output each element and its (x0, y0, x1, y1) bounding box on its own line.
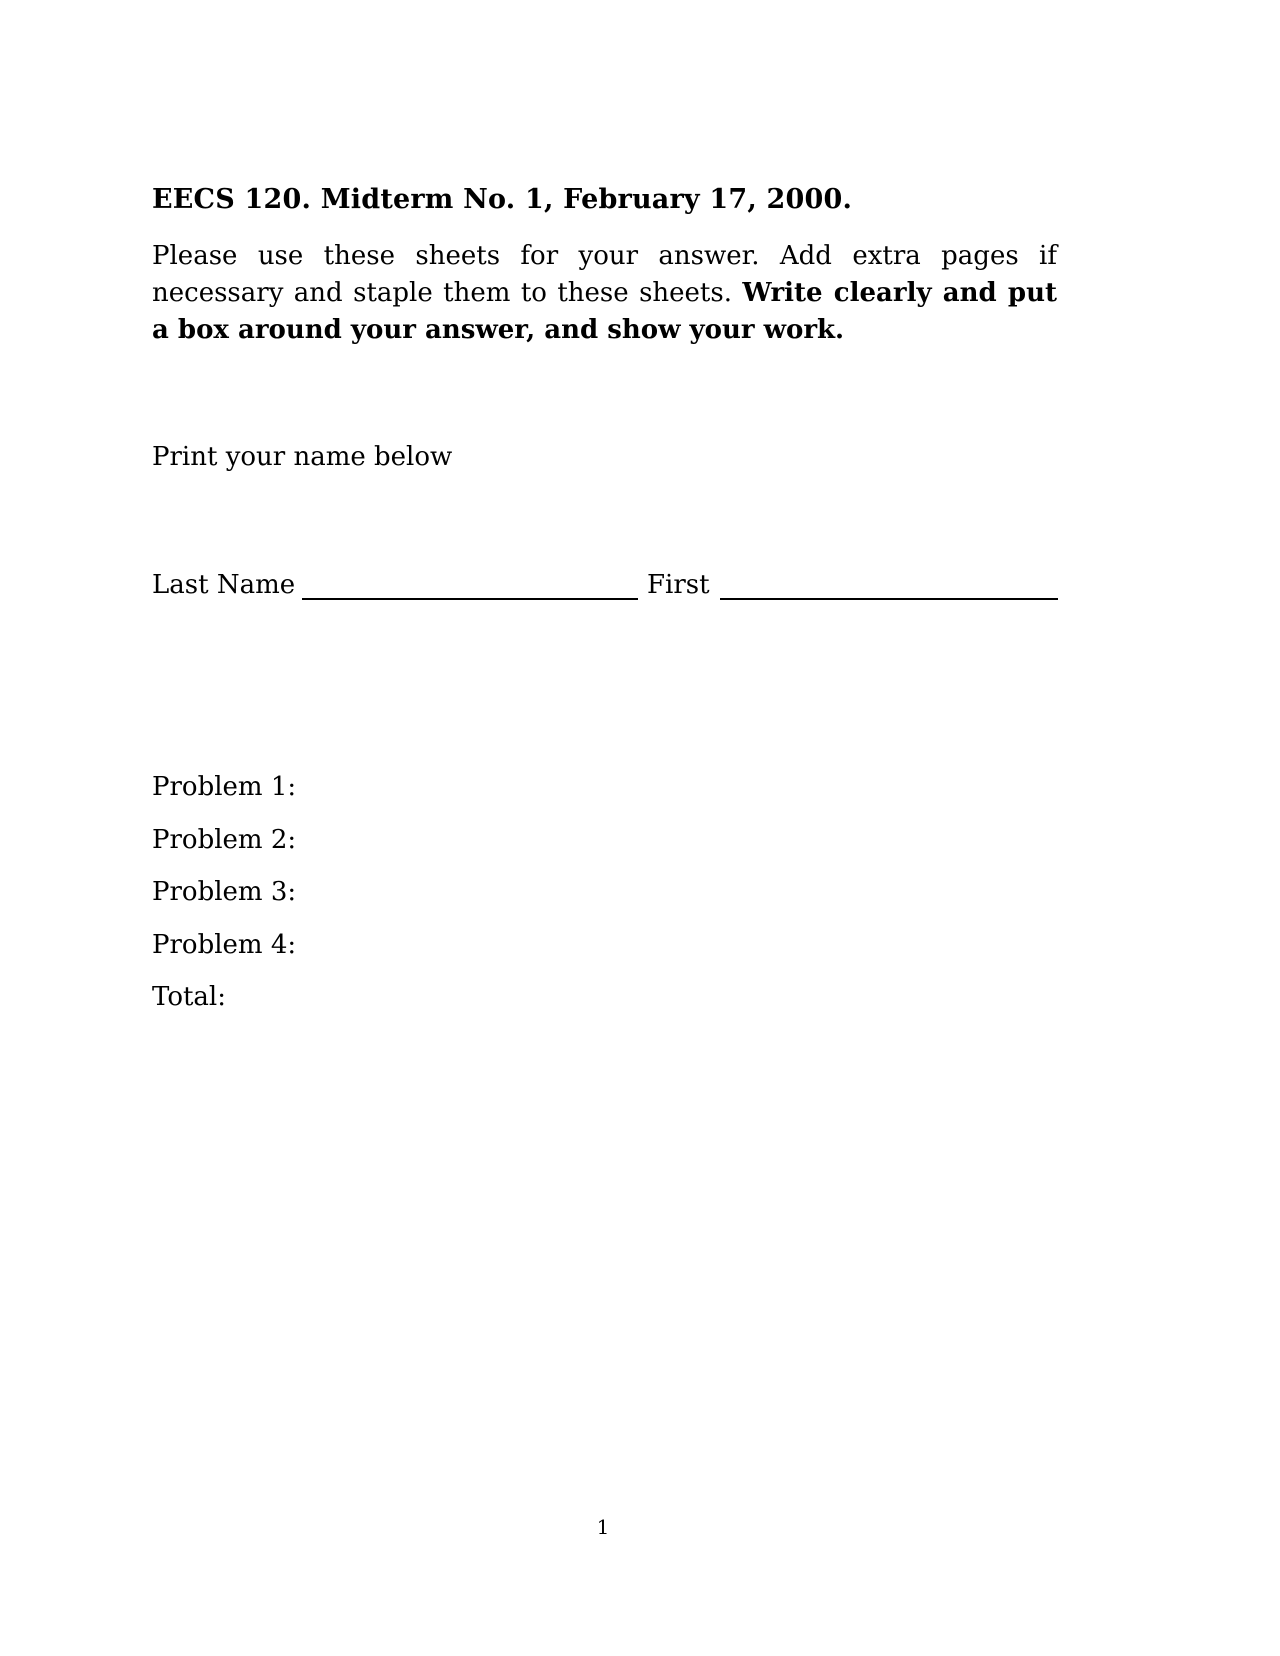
instructions-bold-text: Write clearly and put a box around your answer, and show your work. (152, 278, 1058, 345)
instructions-paragraph (152, 238, 1057, 349)
score-row-problem-3: Problem 3: (152, 877, 297, 907)
score-row-problem-1: Problem 1: (152, 772, 297, 802)
name-fields-row (152, 570, 1062, 610)
score-row-problem-2: Problem 2: (152, 824, 297, 855)
last-name-blank-line[interactable] (302, 598, 638, 600)
score-list (152, 772, 296, 1035)
page-number: 1 (596, 1515, 610, 1539)
exam-title: EECS 120. Midterm No. 1, February 17, 2000. (152, 184, 853, 215)
first-name-blank-line[interactable] (720, 598, 1058, 600)
instructions-plain-text: Please use these sheets for your answer. Add extra pages if necessary and staple them to these sheets. (152, 241, 1057, 308)
print-name-label: Print your name below (152, 442, 453, 472)
first-name-label: First (647, 570, 710, 600)
last-name-label: Last Name (152, 570, 296, 600)
score-row-problem-4: Problem 4: (152, 929, 297, 960)
score-row-total: Total: (152, 982, 227, 1012)
